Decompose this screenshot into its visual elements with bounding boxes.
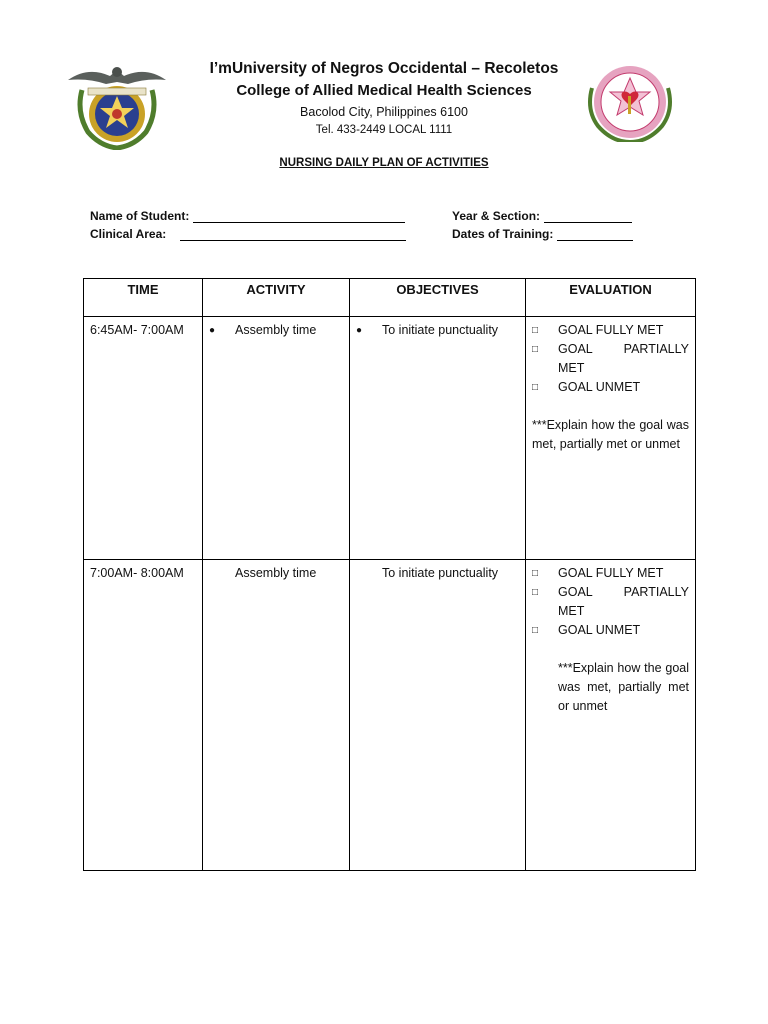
goal-option[interactable] — [532, 321, 689, 340]
goal-label: GOAL PARTIALLY MET — [558, 342, 689, 375]
time-cell: 7:00AM- 8:00AM — [84, 560, 203, 871]
goal-label: GOAL FULLY MET — [558, 566, 664, 580]
year-section-label: Year & Section: — [452, 209, 541, 223]
clinical-area-line[interactable] — [180, 227, 406, 241]
checkbox-icon[interactable]: □ — [532, 325, 539, 336]
city-address: Bacolod City, Philippines 6100 — [300, 105, 468, 119]
explain-note: ***Explain how the goal was met, partially met or unmet — [558, 661, 689, 713]
goal-label: GOAL PARTIALLY MET — [558, 585, 689, 618]
name-of-student-label: Name of Student: — [90, 209, 190, 223]
year-section-field[interactable] — [452, 209, 632, 223]
activity-text: Assembly time — [235, 566, 317, 580]
activity-cell — [203, 560, 350, 871]
objective-text: To initiate punctuality — [382, 566, 499, 580]
checkbox-icon[interactable]: □ — [532, 344, 539, 355]
college-name: College of Allied Medical Health Sciences — [236, 82, 532, 99]
goal-option[interactable] — [532, 340, 689, 378]
header-objectives: OBJECTIVES — [350, 279, 526, 317]
table-header-row — [84, 279, 696, 317]
goal-label: GOAL UNMET — [558, 623, 641, 637]
goal-option[interactable] — [532, 564, 689, 583]
time-cell: 6:45AM- 7:00AM — [84, 317, 203, 560]
evaluation-cell — [526, 560, 696, 871]
dates-of-training-line[interactable] — [557, 227, 633, 241]
year-section-line[interactable] — [544, 209, 632, 223]
dates-of-training-field[interactable] — [452, 227, 633, 241]
clinical-area-field[interactable] — [90, 227, 406, 241]
activity-cell — [203, 317, 350, 560]
goal-option[interactable] — [532, 621, 689, 640]
telephone: Tel. 433-2449 LOCAL 1111 — [315, 124, 453, 136]
clinical-area-label: Clinical Area: — [90, 227, 167, 241]
activity-text: Assembly time — [235, 323, 317, 337]
table-row — [84, 560, 696, 871]
checkbox-icon[interactable]: □ — [532, 625, 539, 636]
name-of-student-line[interactable] — [193, 209, 405, 223]
table-row — [84, 317, 696, 560]
goal-option[interactable] — [532, 378, 689, 397]
bullet-icon: ● — [209, 325, 216, 336]
activity-plan-table — [83, 278, 696, 871]
header-activity: ACTIVITY — [203, 279, 350, 317]
header-time: TIME — [84, 279, 203, 317]
name-of-student-field[interactable] — [90, 209, 405, 223]
dates-of-training-label: Dates of Training: — [452, 227, 554, 241]
bullet-icon: ● — [356, 325, 363, 336]
header-evaluation: EVALUATION — [526, 279, 696, 317]
goal-label: GOAL FULLY MET — [558, 323, 664, 337]
objective-cell — [350, 317, 526, 560]
checkbox-icon[interactable]: □ — [532, 382, 539, 393]
document-title: NURSING DAILY PLAN OF ACTIVITIES — [279, 157, 489, 169]
explain-note: ***Explain how the goal was met, partially met or unmet — [532, 418, 689, 451]
checkbox-icon[interactable]: □ — [532, 568, 539, 579]
goal-option[interactable] — [532, 583, 689, 621]
letterhead — [0, 58, 768, 139]
checkbox-icon[interactable]: □ — [532, 587, 539, 598]
goal-label: GOAL UNMET — [558, 380, 641, 394]
university-name: I’mUniversity of Negros Occidental – Recoletos — [209, 60, 559, 77]
objective-cell — [350, 560, 526, 871]
evaluation-cell — [526, 317, 696, 560]
objective-text: To initiate punctuality — [382, 323, 499, 337]
